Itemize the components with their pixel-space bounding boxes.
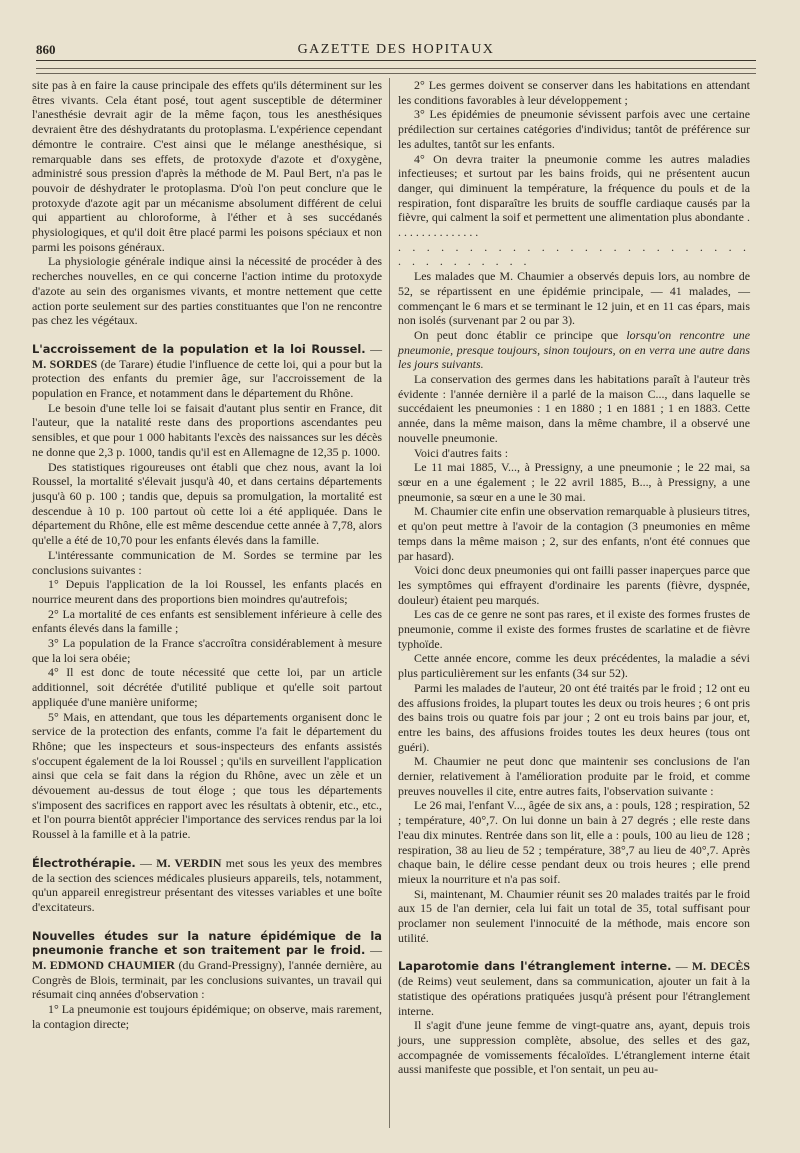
header-rule (36, 68, 756, 69)
conclusion-text: 4° On devra traiter la pneumonie comme les autres maladies infectieuses; et surtout par les bains froids, qui ne présentent aucun danger, qui diminuent la température, la fréquence du pouls et de la respiration, font disparaître les bruits de souffle cardiaque causés par la fièvre, qui calment la soif et permettent une alimentation plus abondante (398, 151, 750, 225)
paragraph: Les cas de ce genre ne sont pas rares, et il existe des formes frustes de pneumonie, comme il existe des formes frustes de scarlatine et de fièvre typhoïde. (398, 607, 750, 651)
section-title: Laparotomie dans l'étranglement interne. (398, 959, 672, 974)
section-laparotomie (398, 959, 750, 1018)
conclusion-item: 5° Mais, en attendant, que tous les départements organisent donc le service de la protection des enfants, comme l'a fait le département du Rhône; que les inspecteurs et sous-inspecteurs des enfants assistés s'occupent également de la loi Roussel ; qu'ils en surveillent l'application ainsi que cela se fait dans la région du Rhône, avec un zèle et un dévouement au-dessus de tout éloge ; que tous les départements s'imposent des sacrifices en rapport avec les résultats à obtenir, etc., etc., et l'on pourra bientôt apprécier l'importance des services rendus par la loi Roussel à la famille et à la patrie. (32, 709, 382, 842)
section-title: Nouvelles études sur la nature épidémique de la pneumonie franche et son traitement par le froid. (32, 928, 382, 958)
paragraph: site pas à en faire la cause principale des effets qu'ils déterminent sur les êtres vivants. Cela étant posé, tout agent susceptible de déterminer l'anesthésie devrait agir de la même façon, tous les anesthésiques devraient être des déshydratants du protoplasma. L'expérience cependant démontre le contraire. C'est ainsi que le mélange anesthésique, si remarquable dans ses effets, de protoxyde d'azote et d'oxygène, administré sous pression d'après la méthode de M. Paul Bert, n'a pas le pouvoir de déshydrater le protoplasma. D'où l'on peut conclure que le protoxyde d'azote agit par un mécanisme absolument différent de celui qui appartient au chloroforme, à l'éther et à ses succédanés physiologiques, et qu'il doit être placé parmi les poisons spéciaux et non parmi les poisons généraux. (32, 78, 382, 254)
italic-principle: lorsqu'on rencontre une pneumonie, presque toujours, sinon toujours, on en verra une autre dans les jours suivants. (398, 327, 750, 372)
paragraph: Le besoin d'une telle loi se faisait d'autant plus sentir en France, dit l'auteur, que la natalité reste dans des proportions ascendantes peu sensibles, et que pour 1 000 habitants l'excès des naissances sur les décès ne donne que 2,3 p. 1000, tandis qu'il est en Allemagne de 12,35 p. 1000. (32, 400, 382, 459)
conclusion-item: 3° Les épidémies de pneumonie sévissent parfois avec une certaine prédilection sur certaines catégories d'individus; tantôt de préférence sur les adultes, tantôt sur les enfants. (398, 107, 750, 151)
paragraph: Cette année encore, comme les deux précédentes, la maladie a sévi plus particulièrement sur les enfants (34 sur 52). (398, 651, 750, 681)
paragraph: La physiologie générale indique ainsi la nécessité de procéder à des recherches nouvelles, en ce qui concerne l'action intime du protoxyde d'azote au sein des organismes vivants, et montre nettement que cette action porte seulement sur des parties constituantes que l'on ne rencontre pas chez les végétaux. (32, 254, 382, 328)
ellipsis-dots: . . . . . . . . . . . . . . . (398, 210, 750, 240)
paragraph: La conservation des germes dans les habitations paraît à l'auteur très évidente : l'année dernière il a parlé de la maison C..., dans laquelle se succédaient les pneumonies : 1 en 1880 ; 1 en 1881 ; 1 en 1883. Cette année, dans la même maison, dans la même chambre, il a observé une nouvelle pneumonie. (398, 372, 750, 445)
section-title: Électrothérapie. (32, 855, 136, 870)
column-divider (389, 78, 390, 1128)
page-header (36, 38, 756, 61)
conclusion-item: 2° Les germes doivent se conserver dans les habitations en attendant les conditions favorables à leur développement ; (398, 78, 750, 107)
conclusion-item (398, 152, 750, 240)
conclusion-item: 4° Il est donc de toute nécessité que cette loi, par un article additionnel, soit décrétée d'utilité publique et qu'elle soit partout appliquée d'une manière uniforme; (32, 665, 382, 709)
section-intro: (de Tarare) étudie l'influence de cette loi, qui a pour but la protection des enfants du premier âge, sur l'accroissement de la population en France, et notamment dans le département du Rhône. (32, 356, 382, 401)
conclusion-item: 2° La mortalité de ces enfants est sensiblement inférieure à celle des enfants élevés dans la famille ; (32, 606, 382, 636)
section-title: L'accroissement de la population et la loi Roussel. (32, 341, 366, 356)
right-column (398, 78, 750, 1077)
section-body: (de Reims) veut seulement, dans sa communication, ajouter un fait à la statistique des opérations pratiquées jusqu'à présent pour l'étranglement interne. (398, 974, 750, 1018)
left-column (32, 78, 382, 1032)
dash: — (365, 943, 382, 958)
section-body: (du Grand-Pressigny), l'année dernière, au Congrès de Blois, terminait, par les conclusions suivantes, un travail qui résumait cinq années d'observation : (32, 958, 382, 1002)
header-rule-2 (36, 73, 756, 74)
paragraph: Il s'agit d'une jeune femme de vingt-quatre ans, ayant, depuis trois jours, une suppression complète, absolue, des selles et des gaz, accompagnée de vomissements fécaloïdes. L'étranglement interne était aussi manifeste que possible, et l'on sentait, un peu au- (398, 1018, 750, 1077)
ellipsis-line: . . . . . . . . . . . . . . . . . . . . . . . . . . . . . . . . . . . (398, 239, 750, 269)
journal-title: GAZETTE DES HOPITAUX (297, 42, 495, 57)
conclusion-item: 3° La population de la France s'accroîtra considérablement à mesure que la loi sera obéie; (32, 636, 382, 665)
dash: — (365, 341, 382, 356)
paragraph: M. Chaumier cite enfin une observation remarquable à plusieurs titres, et qu'on peut mettre à l'avoir de la contagion (3 pneumonies en même temps dans la même maison ; 2, sur des enfants, n'ont été connues que par hasard). (398, 504, 750, 563)
paragraph-text: On peut donc établir ce principe que (414, 327, 627, 342)
paragraph: L'intéressante communication de M. Sordes se termine par les conclusions suivantes : (32, 547, 382, 577)
page-number: 860 (36, 42, 56, 57)
paragraph (398, 328, 750, 372)
paragraph: Voici donc deux pneumonies qui ont failli passer inaperçues parce que les symptômes qui effrayent d'ordinaire les parents (fièvre, dyspnée, douleur) étaient peu marqués. (398, 563, 750, 607)
author-name: M. VERDIN (156, 855, 222, 870)
section-body: met sous les yeux des membres de la section des sciences médicales plusieurs appareils, tels, notamment, qu'un appareil enregistreur présentant des vitesses variables et une boîte d'excitateurs. (32, 855, 382, 914)
conclusion-item: 1° Depuis l'application de la loi Roussel, les enfants placés en nourrice meurent dans des proportions bien moindres qu'autrefois; (32, 577, 382, 606)
paragraph: Parmi les malades de l'auteur, 20 ont été traités par le froid ; 12 ont eu des affusions froides, la plupart toutes les deux ou trois heures ; 6 ont pris des bains trois ou quatre fois par jour ; 2 ont eu trois bains par jour, et, entre les bains, des affusions froides toutes les deux heures (tous ont guéri). (398, 680, 750, 754)
paragraph: M. Chaumier ne peut donc que maintenir ses conclusions de l'an dernier, relativement à l'amélioration produite par le froid, et comme preuves nouvelles il cite, entre autres faits, l'observation suivante : (398, 754, 750, 798)
paragraph: Voici d'autres faits : (414, 445, 509, 460)
paragraph: Le 26 mai, l'enfant V..., âgée de six ans, a : pouls, 128 ; respiration, 52 ; température, 40°,7. On lui donne un bain à 27 degrés ; elle reste dans l'eau dix minutes. Rentrée dans son lit, elle a : pouls, 100 au lieu de 128 ; respiration, 38 au lieu de 52 ; température, 38°,7 au lieu de 40°,7. Après chaque bain, le délire cesse pendant deux ou trois heures ; elle prend mieux la nourriture et n'a pas soif. (398, 798, 750, 886)
paragraph: Si, maintenant, M. Chaumier réunit ses 20 malades traités par le froid aux 15 de l'an dernier, cela lui fait un total de 35, total suffisant pour proclamer non seulement l'innocuité de la méthode, mais encore son utilité. (398, 886, 750, 945)
section-pneumonie (32, 929, 382, 1003)
section-loi-roussel (32, 342, 382, 401)
author-name: M. EDMOND CHAUMIER (32, 958, 175, 973)
conclusion-item: 1° La pneumonie est toujours épidémique; on observe, mais rarement, la contagion directe; (32, 1002, 382, 1031)
section-electrotherapie (32, 856, 382, 915)
author-name: M. SORDES (32, 356, 98, 371)
paragraph: Les malades que M. Chaumier a observés depuis lors, au nombre de 52, se répartissent en une épidémie principale, — 41 malades, — commençant le 6 mars et se terminant le 12 juin, et en 11 cas épars, mais non isolés (survenant par 2 ou par 3). (398, 269, 750, 328)
paragraph: Des statistiques rigoureuses ont établi que chez nous, avant la loi Roussel, la mortalité s'élevait jusqu'à 40, et dans certains départements jusqu'à 60 p. 100 ; tandis que, depuis sa promulgation, la mortalité est descendue à 10 p. 100 partout où cette loi a été appliquée. Dans le département du Rhône, elle est même descendue cette année à 7,78, alors qu'elle a été de 10,70 pour les enfants élevés dans la famille. (32, 459, 382, 548)
dash: — (135, 855, 157, 870)
dash: — (671, 959, 692, 974)
paragraph: Le 11 mai 1885, V..., à Pressigny, a une pneumonie ; le 22 mai, sa sœur en a une également ; le 22 avril 1885, B..., à Pressigny, a une pneumonie, sa sœur en a une le 30 mai. (398, 460, 750, 504)
author-name: M. DECÈS (691, 959, 750, 974)
